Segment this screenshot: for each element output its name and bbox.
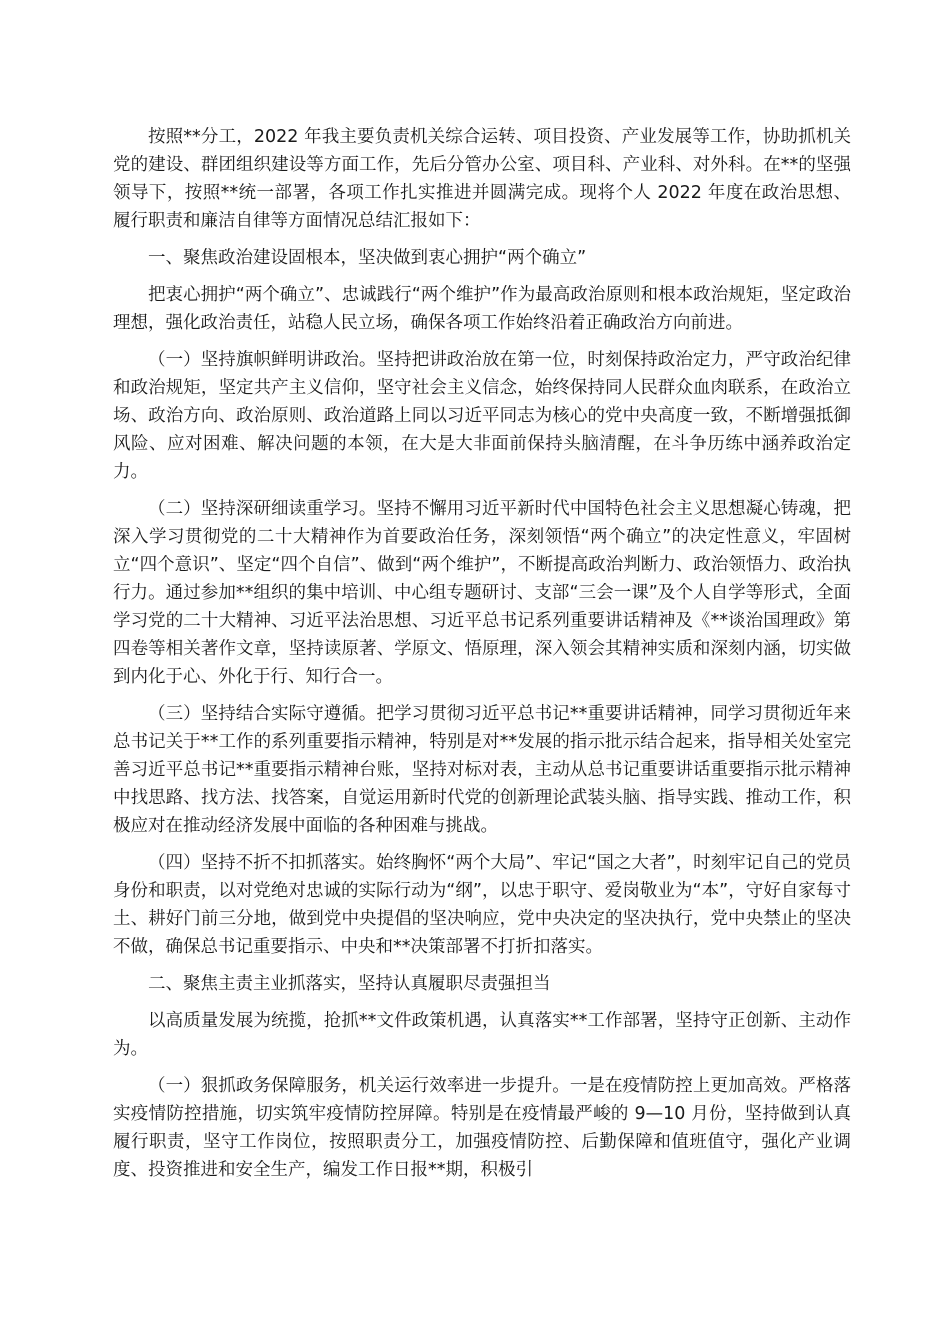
section-heading-1: 一、聚焦政治建设固根本，坚决做到衷心拥护“两个确立”: [148, 248, 587, 268]
section-1-item-3: （三）坚持结合实际守遵循。把学习贯彻习近平总书记**重要讲话精神，同学习贯彻近年来总书记关于**工作的系列重要指示精神，特别是对**发展的指示批示结合起来，指导相关处室完善习近平总书记**重要指示精神台账，坚持对标对表，主动从总书记重要讲话重要指示批示精神中找思路、找方法、找答案，自觉运用新时代党的创新理论武装头脑、指导实践、推动工作，积极应对在推动经济发展中面临的各种困难与挑战。: [113, 704, 851, 836]
section-1-item-2: （二）坚持深研细读重学习。坚持不懈用习近平新时代中国特色社会主义思想凝心铸魂，把深入学习贯彻党的二十大精神作为首要政治任务，深刻领悟“两个确立”的决定性意义，牢固树立“四个意识”、坚定“四个自信”、做到“两个维护”，不断提高政治判断力、政治领悟力、政治执行力。通过参加**组织的集中培训、中心组专题研讨、支部“三会一课”及个人自学等形式，全面学习党的二十大精神、习近平法治思想、习近平总书记系列重要讲话精神及《**谈治国理政》第四卷等相关著作文章，坚持读原著、学原文、悟原理，深入领会其精神实质和深刻内涵，切实做到内化于心、外化于行、知行合一。: [113, 499, 851, 687]
intro-paragraph: 按照**分工，2022 年我主要负责机关综合运转、项目投资、产业发展等工作，协助抓机关党的建设、群团组织建设等方面工作，先后分管办公室、项目科、产业科、对外科。在**的坚强领导下，按照**统一部署，各项工作扎实推进并圆满完成。现将个人 2022 年度在政治思想、履行职责和廉洁自律等方面情况总结汇报如下：: [113, 127, 851, 231]
section-1-item-1: （一）坚持旗帜鲜明讲政治。坚持把讲政治放在第一位，时刻保持政治定力，严守政治纪律和政治规矩，坚定共产主义信仰，坚守社会主义信念，始终保持同人民群众血肉联系，在政治立场、政治方向、政治原则、政治道路上同以习近平同志为核心的党中央高度一致，不断增强抵御风险、应对困难、解决问题的本领，在大是大非面前保持头脑清醒，在斗争历练中涵养政治定力。: [113, 350, 851, 482]
document-body: [113, 123, 851, 1193]
section-1-item-4: （四）坚持不折不扣抓落实。始终胸怀“两个大局”、牢记“国之大者”，时刻牢记自己的党员身份和职责，以对党绝对忠诚的实际行动为“纲”，以忠于职守、爱岗敬业为“本”，守好自家每寸土、耕好门前三分地，做到党中央提倡的坚决响应，党中央决定的坚决执行，党中央禁止的坚决不做，确保总书记重要指示、中央和**决策部署不打折扣落实。: [113, 853, 851, 957]
section-2-intro: 以高质量发展为统揽，抢抓**文件政策机遇，认真落实**工作部署，坚持守正创新、主动作为。: [113, 1011, 851, 1059]
section-heading-2: 二、聚焦主责主业抓落实，坚持认真履职尽责强担当: [148, 974, 551, 994]
section-2-item-1: （一）狠抓政务保障服务，机关运行效率进一步提升。一是在疫情防控上更加高效。严格落实疫情防控措施，切实筑牢疫情防控屏障。特别是在疫情最严峻的 9—10 月份，坚持做到认真履行职责，坚守工作岗位，按照职责分工，加强疫情防控、后勤保障和值班值守，强化产业调度、投资推进和安全生产，编发工作日报**期，积极引: [113, 1076, 851, 1180]
section-1-intro: 把衷心拥护“两个确立”、忠诚践行“两个维护”作为最高政治原则和根本政治规矩，坚定政治理想，强化政治责任，站稳人民立场，确保各项工作始终沿着正确政治方向前进。: [113, 285, 851, 333]
